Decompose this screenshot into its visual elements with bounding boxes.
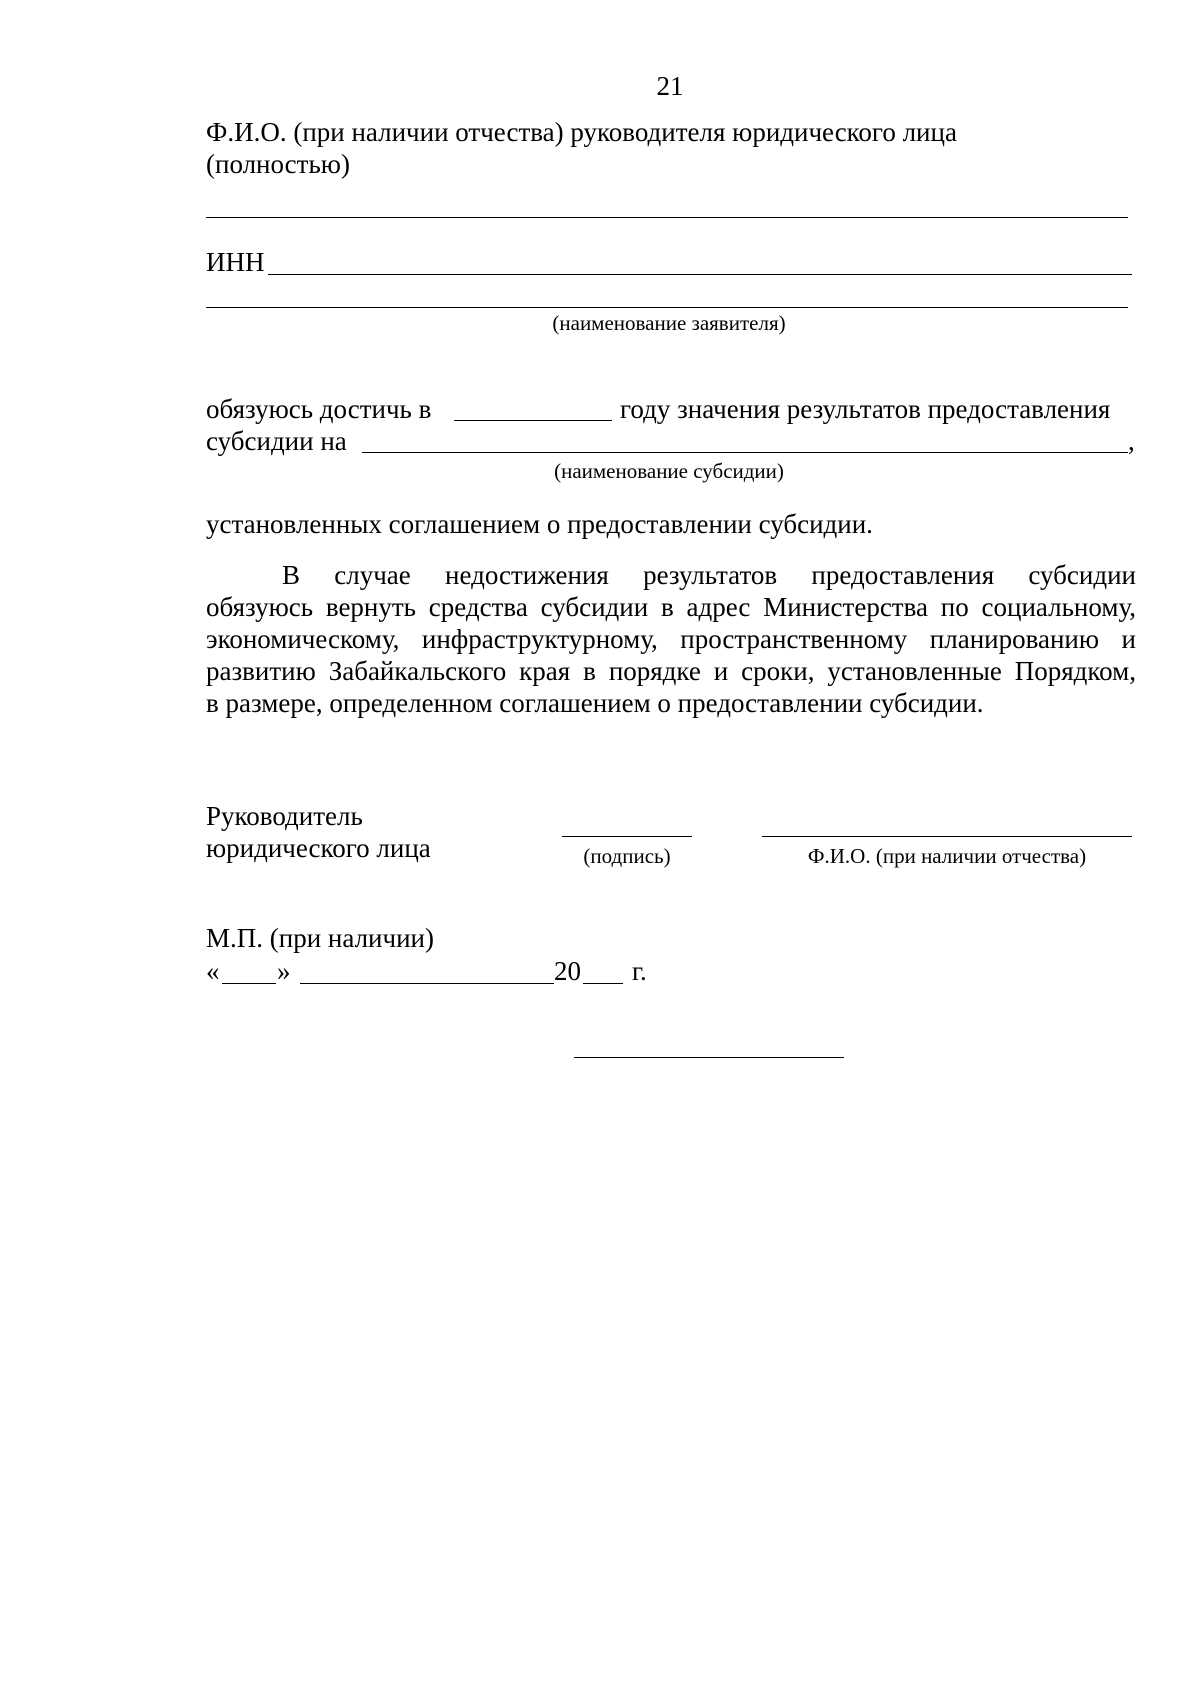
date-year-line[interactable] — [583, 983, 623, 984]
closing-separator — [574, 1057, 844, 1058]
obligation-paragraph-line-1: В случае недостижения результатов предоставления субсидии — [282, 560, 1136, 590]
signature-caption: (подпись) — [583, 844, 671, 868]
subsidy-input-line[interactable] — [362, 452, 1128, 453]
head-fio-label: Ф.И.О. (при наличии отчества) руководителя юридического лица — [206, 117, 957, 147]
commit-text-1: обязуюсь достичь в — [206, 394, 432, 424]
date-day-line[interactable] — [222, 983, 276, 984]
head-title-1: Руководитель — [206, 801, 363, 831]
head-title-2: юридического лица — [206, 833, 431, 863]
date-suffix: г. — [632, 956, 647, 986]
fio-input-line[interactable] — [206, 217, 1128, 218]
obligation-paragraph-line-2: обязуюсь вернуть средства субсидии в адрес Министерства по социальному, — [206, 592, 1136, 622]
stamp-label: М.П. (при наличии) — [206, 923, 434, 953]
page-number: 21 — [656, 71, 684, 101]
established-text: установленных соглашением о предоставлении субсидии. — [206, 509, 873, 539]
inn-input-line[interactable] — [268, 274, 1132, 275]
obligation-paragraph-line-5: в размере, определенном соглашением о предоставлении субсидии. — [206, 688, 984, 718]
year-input-line[interactable] — [454, 420, 612, 421]
date-close-quote: » — [277, 956, 291, 986]
subsidy-caption: (наименование субсидии) — [554, 459, 784, 483]
signature-input-line[interactable] — [562, 836, 692, 837]
obligation-paragraph-line-3: экономическому, инфраструктурному, пространственному планированию и — [206, 624, 1136, 654]
commit-comma: , — [1128, 426, 1135, 456]
applicant-caption: (наименование заявителя) — [552, 311, 786, 335]
obligation-paragraph-line-4: развитию Забайкальского края в порядке и сроки, установленные Порядком, — [206, 656, 1136, 686]
applicant-input-line[interactable] — [206, 307, 1128, 308]
date-year-prefix: 20 — [554, 956, 581, 986]
commit-text-3: субсидии на — [206, 426, 347, 456]
date-month-line[interactable] — [300, 983, 554, 984]
head-fio-label-cont: (полностью) — [206, 149, 350, 179]
commit-text-2: году значения результатов предоставления — [620, 394, 1111, 424]
fio-signature-caption: Ф.И.О. (при наличии отчества) — [807, 844, 1087, 868]
inn-label: ИНН — [206, 247, 265, 277]
date-open-quote: « — [206, 956, 220, 986]
fio-signature-line[interactable] — [762, 836, 1132, 837]
